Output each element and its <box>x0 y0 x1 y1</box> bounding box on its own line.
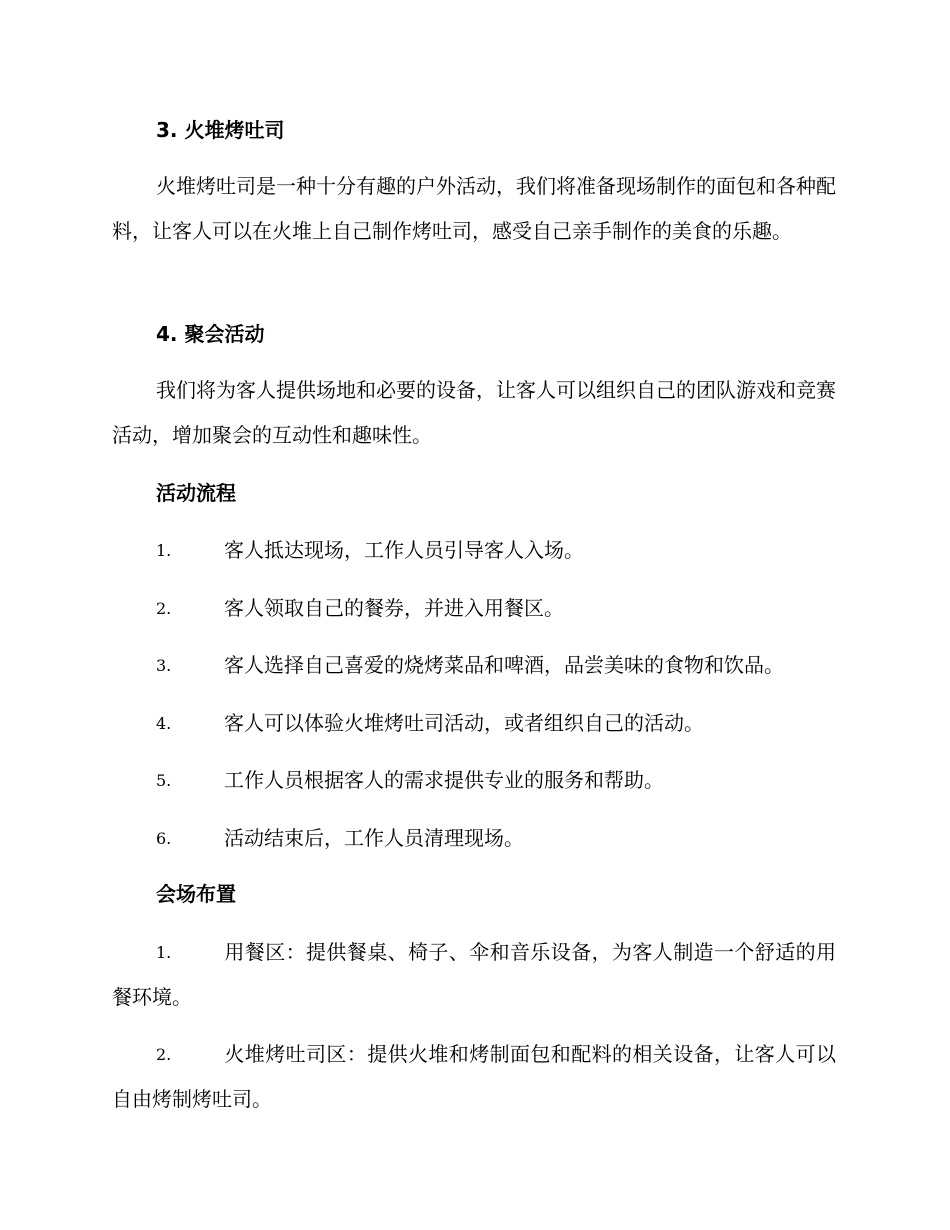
section-heading-toast: 3. 火堆烤吐司 <box>156 118 285 142</box>
list-number: 6. <box>156 829 172 848</box>
list-number: 2. <box>156 599 172 618</box>
list-item <box>112 528 836 573</box>
list-text: 客人选择自己喜爱的烧烤菜品和啤酒，品尝美味的食物和饮品。 <box>224 653 784 677</box>
list-item <box>112 758 836 803</box>
section-heading-process: 活动流程 <box>156 481 236 505</box>
list-text: 客人领取自己的餐券，并进入用餐区。 <box>224 596 564 620</box>
list-item <box>112 816 836 861</box>
list-number: 5. <box>156 771 172 790</box>
list-number: 2. <box>156 1045 172 1064</box>
list-text: 活动结束后，工作人员清理现场。 <box>224 826 524 850</box>
list-text: 客人抵达现场，工作人员引导客人入场。 <box>224 538 584 562</box>
list-number: 4. <box>156 714 172 733</box>
list-item <box>112 586 836 631</box>
list-item <box>112 1032 836 1122</box>
list-text: 客人可以体验火堆烤吐司活动，或者组织自己的活动。 <box>224 711 704 735</box>
paragraph-toast: 火堆烤吐司是一种十分有趣的户外活动，我们将准备现场制作的面包和各种配料，让客人可以在火堆上自己制作烤吐司，感受自己亲手制作的美食的乐趣。 <box>112 174 836 243</box>
list-item <box>112 701 836 746</box>
list-text: 火堆烤吐司区：提供火堆和烤制面包和配料的相关设备，让客人可以自由烤制烤吐司。 <box>112 1042 836 1111</box>
list-item <box>112 930 836 1020</box>
section-heading-gathering: 4. 聚会活动 <box>156 322 265 346</box>
list-number: 1. <box>156 541 172 560</box>
list-number: 3. <box>156 656 172 675</box>
list-text: 用餐区：提供餐桌、椅子、伞和音乐设备，为客人制造一个舒适的用餐环境。 <box>112 940 836 1009</box>
section-heading-layout: 会场布置 <box>156 882 236 906</box>
list-item <box>112 643 836 688</box>
list-text: 工作人员根据客人的需求提供专业的服务和帮助。 <box>224 768 664 792</box>
list-number: 1. <box>156 943 172 962</box>
paragraph-gathering: 我们将为客人提供场地和必要的设备，让客人可以组织自己的团队游戏和竞赛活动，增加聚会的互动性和趣味性。 <box>112 378 836 447</box>
